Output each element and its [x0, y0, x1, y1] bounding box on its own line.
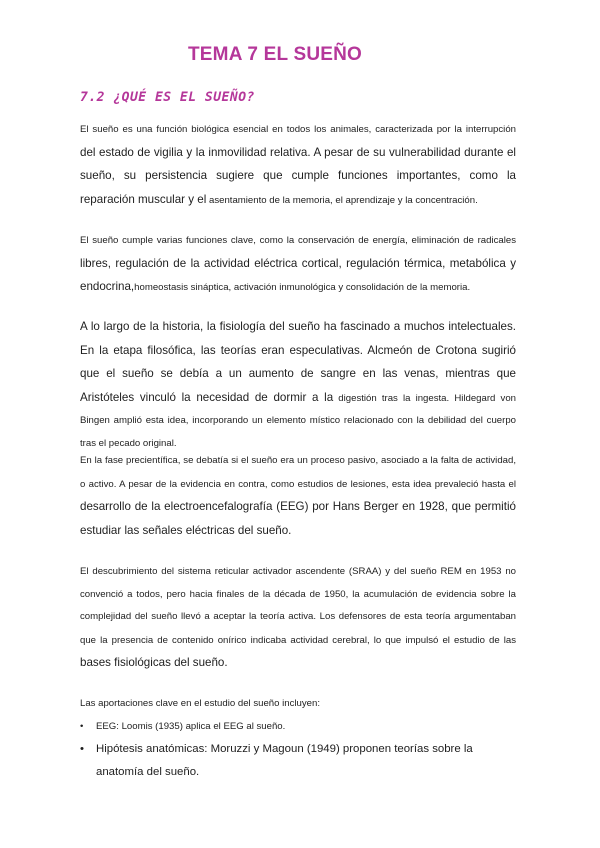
paragraph-5-part-a: El descubrimiento del sistema reticular activador ascendente (SRAA) y del sueño REM en 1953 no convenció a todos, pero hacia finales de la década de 1950, la acumulación de evidencia sobre la complejidad del sueño llevó a aceptar la teoría activa. Los defensores de esta teoría argumentaban que la presencia de contenido onírico indicaba actividad cerebral, lo que impulsó el estudio de las: [80, 566, 516, 646]
page-title: TEMA 7 EL SUEÑO: [188, 44, 363, 65]
section-heading: 7.2 ¿QUÉ ES EL SUEÑO?: [80, 90, 255, 105]
paragraph-6: Las aportaciones clave en el estudio del sueño incluyen:: [80, 698, 321, 709]
paragraph-1-part-b: del estado de vigilia y la inmovilidad relativa. A pesar de su vulnerabilidad durante el sueño, su persistencia sugiere que cumple funciones importantes, como la reparación muscular y el: [80, 145, 516, 206]
paragraph-2-part-a: El sueño cumple varias funciones clave, como la conservación de energía, eliminación de radicales: [80, 235, 516, 246]
paragraph-2: [80, 229, 516, 300]
paragraph-3-part-b: digestión tras la ingesta. Hildegard von Bingen amplió esta idea, incorporando un elemento místico relacionado con la debilidad del cuerpo tras el pecado original.: [80, 392, 516, 449]
list-item: [80, 716, 516, 738]
paragraph-1: [80, 118, 516, 212]
bullet-icon: •: [80, 721, 84, 732]
list-item: [80, 738, 516, 784]
paragraph-4: [80, 450, 516, 543]
paragraph-4-part-b: desarrollo de la electroencefalografía (EEG) por Hans Berger en 1928, que permitió estudiar las señales eléctricas del sueño.: [80, 500, 516, 537]
paragraph-1-part-c: asentamiento de la memoria, el aprendizaje y la concentración.: [206, 194, 478, 206]
paragraph-3: [80, 316, 516, 455]
bullet-icon: •: [80, 743, 84, 755]
list-item-text: EEG: Loomis (1935) aplica el EEG al sueño.: [96, 721, 286, 732]
paragraph-3-part-a: A lo largo de la historia, la fisiología del sueño ha fascinado a muchos intelectuales. En la etapa filosófica, las teorías eran especulativas. Alcmeón de Crotona sugirió que el sueño se debía a un aumento de sangre en las venas, mientras que Aristóteles vinculó la necesidad de dormir a la: [80, 320, 516, 404]
paragraph-5-part-b: bases fisiológicas del sueño.: [80, 656, 228, 669]
list-item-text: Hipótesis anatómicas: Moruzzi y Magoun (1949) proponen teorías sobre la anatomía del sueño.: [96, 743, 473, 778]
paragraph-2-part-c: homeostasis sináptica, activación inmunológica y consolidación de la memoria.: [134, 282, 471, 293]
paragraph-1-part-a: El sueño es una función biológica esencial en todos los animales, caracterizada por la interrupción: [80, 124, 516, 135]
paragraph-5: [80, 561, 516, 676]
contributions-list: [80, 716, 516, 784]
paragraph-4-part-a: En la fase precientífica, se debatía si el sueño era un proceso pasivo, asociado a la falta de actividad, o activo. A pesar de la evidencia en contra, como estudios de lesiones, esta idea prevaleció hasta el: [80, 455, 516, 490]
paragraph-2-part-b: libres, regulación de la actividad eléctrica cortical, regulación térmica, metabólica y endocrina,: [80, 256, 516, 293]
